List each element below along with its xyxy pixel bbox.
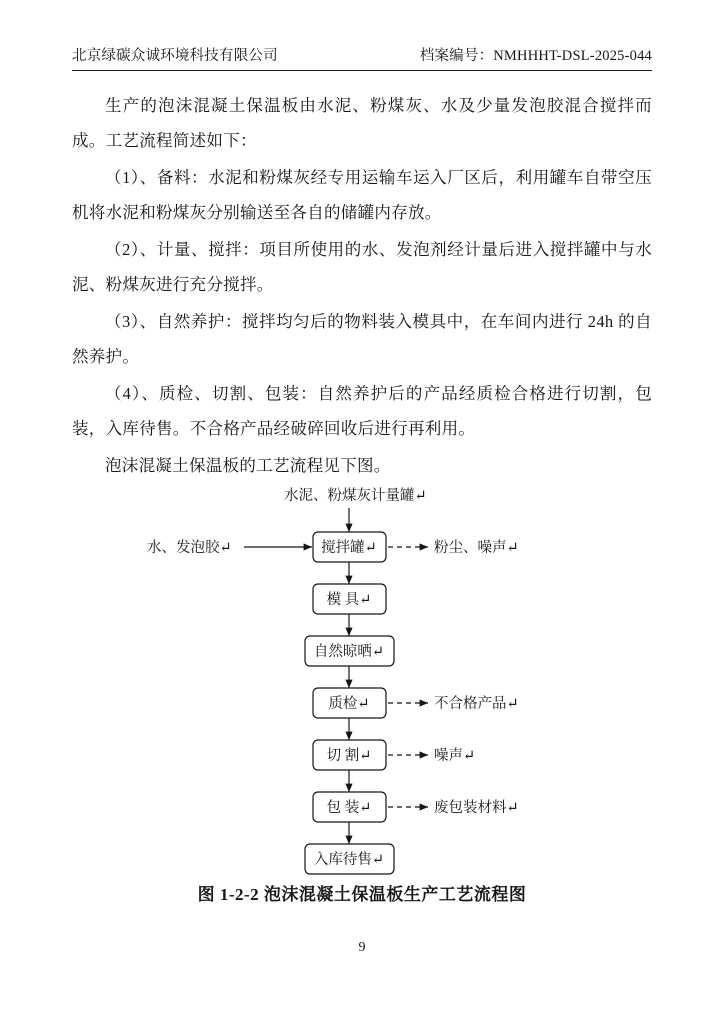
flow-node-label-3: 自然晾晒↵	[313, 644, 385, 660]
flow-node-label-4: 质检↵	[328, 696, 370, 712]
flow-node-label-6: 包 装↵	[326, 800, 372, 816]
page-content	[72, 88, 652, 483]
paragraph-2: （1）、备料：水泥和粉煤灰经专用运输车运入厂区后，利用罐车自带空压机将水泥和粉煤灰分别输送至各自的储罐内存放。	[72, 168, 652, 222]
flow-side-output-1: 粉尘、噪声↵	[434, 540, 519, 556]
flow-node-label-7: 入库待售↵	[313, 852, 385, 868]
flow-node-label-5: 切 割↵	[326, 748, 372, 764]
paragraph-5: （4）、质检、切割、包装：自然养护后的产品经质检合格进行切割，包装，入库待售。不合格产品经破碎回收后进行再利用。	[72, 384, 652, 438]
flow-node-label-2: 模 具↵	[326, 592, 372, 608]
paragraph-6: 泡沫混凝土保温板的工艺流程见下图。	[105, 456, 391, 475]
header-company: 北京绿碳众诚环境科技有限公司	[72, 48, 278, 64]
flow-side-output-2: 不合格产品↵	[434, 696, 519, 712]
figure-caption: 图 1-2-2 泡沫混凝土保温板生产工艺流程图	[197, 885, 527, 904]
page-number: 9	[358, 940, 366, 955]
paragraph-3: （2）、计量、搅拌：项目所使用的水、发泡剂经计量后进入搅拌罐中与水泥、粉煤灰进行充分搅拌。	[72, 240, 652, 294]
flow-left-label: 水、发泡胶↵	[147, 540, 232, 556]
paragraph-4: （3）、自然养护：搅拌均匀后的物料装入模具中，在车间内进行 24h 的自然养护。	[72, 312, 652, 366]
header-archive	[420, 44, 652, 65]
flow-node-label-1: 搅拌罐↵	[321, 540, 377, 556]
archive-label: 档案编号：	[419, 48, 494, 64]
header-divider	[72, 70, 652, 71]
process-flowchart	[72, 478, 652, 878]
flow-top-label: 水泥、粉煤灰计量罐↵	[284, 488, 427, 504]
flow-side-output-3: 噪声↵	[434, 748, 476, 764]
paragraph-1: 生产的泡沫混凝土保温板由水泥、粉煤灰、水及少量发泡胶混合搅拌而成。工艺流程简述如下：	[72, 96, 652, 150]
page-header	[72, 44, 652, 65]
archive-code: NMHHHT-DSL-2025-044	[493, 48, 652, 64]
flow-side-output-4: 废包装材料↵	[434, 800, 519, 816]
